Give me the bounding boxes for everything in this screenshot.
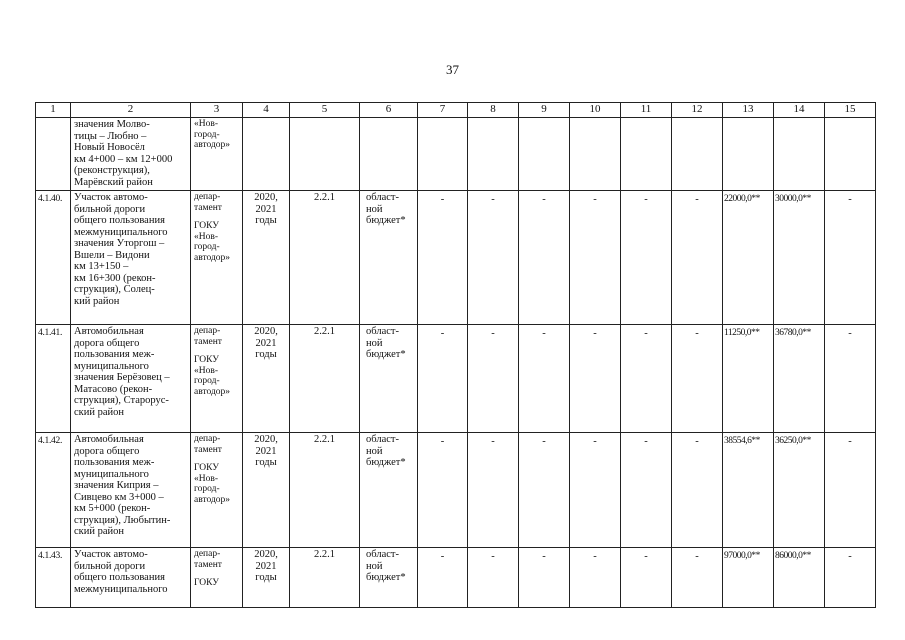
value-cell: - [570,325,621,433]
column-header: 7 [418,103,468,118]
item-number-cell: 4.1.40. [36,191,71,325]
item-number-cell: 4.1.41. [36,325,71,433]
column-header: 6 [360,103,418,118]
spacer [194,213,240,221]
value-cell: - [570,191,621,325]
value-cell: - [418,433,468,548]
page-number: 37 [446,62,459,77]
program-table [35,102,876,608]
column-header: 14 [774,103,825,118]
value-cell: - [519,433,570,548]
column-header: 1 [36,103,71,118]
object-name-cell: значения Молво- тицы – Любно – Новый Новосёл км 4+000 – км 12+000 (реконструкция), Марёвский район [71,118,191,191]
column-header: 8 [468,103,519,118]
value-cell: - [468,548,519,608]
value-cell: - [825,191,876,325]
header-row [36,103,876,118]
value-cell: - [468,325,519,433]
column-header: 13 [723,103,774,118]
executor-department: депар- тамент [194,326,222,347]
column-header: 2 [71,103,191,118]
executor-cell [191,548,243,608]
value-cell: - [825,548,876,608]
value-cell: - [621,548,672,608]
column-header: 10 [570,103,621,118]
target-code-cell: 2.2.1 [290,548,360,608]
column-header: 3 [191,103,243,118]
value-cell: - [570,548,621,608]
funding-source-cell: област- ной бюджет* [360,325,418,433]
object-name-cell: Участок автомо- бильной дороги общего пользования межмуниципального значения Уторгош – Вшели – Видони км 13+150 – км 16+300 (рекон- струкция), Солец- кий район [71,191,191,325]
value-cell: - [621,433,672,548]
value-cell: 30000,0** [774,191,825,325]
table-cell [621,118,672,191]
value-cell: - [468,191,519,325]
table-cell [672,118,723,191]
table-cell [36,118,71,191]
value-cell: - [825,325,876,433]
spacer [194,570,240,578]
years-cell: 2020, 2021 годы [243,191,290,325]
value-cell: - [418,191,468,325]
funding-source-cell: област- ной бюджет* [360,548,418,608]
years-cell: 2020, 2021 годы [243,433,290,548]
object-name-cell: Автомобильная дорога общего пользования меж- муниципального значения Киприя – Сивцево км 3+000 – км 5+000 (рекон- струкция), Любытин- ский район [71,433,191,548]
executor-organization: ГОКУ «Нов- город- автодор» [194,221,231,263]
value-cell: 11250,0** [723,325,774,433]
table-cell [468,118,519,191]
table-cell [774,118,825,191]
value-cell: - [672,325,723,433]
column-header: 15 [825,103,876,118]
funding-source-cell: област- ной бюджет* [360,191,418,325]
value-cell: 36780,0** [774,325,825,433]
column-header: 12 [672,103,723,118]
funding-source-cell: област- ной бюджет* [360,433,418,548]
column-header: 4 [243,103,290,118]
item-number-cell: 4.1.43. [36,548,71,608]
table-cell [519,118,570,191]
value-cell: - [621,325,672,433]
years-cell: 2020, 2021 годы [243,325,290,433]
executor-department: депар- тамент [194,549,222,570]
value-cell: - [519,325,570,433]
value-cell: - [519,548,570,608]
spacer [194,347,240,355]
spacer [194,455,240,463]
value-cell: - [418,325,468,433]
value-cell: 97000,0** [723,548,774,608]
column-header: 11 [621,103,672,118]
value-cell: - [672,548,723,608]
table-row [36,325,876,433]
value-cell: - [570,433,621,548]
value-cell: - [468,433,519,548]
object-name-cell: Участок автомо- бильной дороги общего пользования межмуниципального [71,548,191,608]
table-cell [723,118,774,191]
table-cell [570,118,621,191]
executor-cell [191,325,243,433]
executor-cell [191,191,243,325]
item-number-cell: 4.1.42. [36,433,71,548]
object-name-cell: Автомобильная дорога общего пользования меж- муниципального значения Берёзовец – Матасово (рекон- струкция), Старорус- ский район [71,325,191,433]
table-row [36,548,876,608]
value-cell: - [418,548,468,608]
value-cell: - [519,191,570,325]
table-row [36,433,876,548]
table-cell [418,118,468,191]
table-cell [243,118,290,191]
target-code-cell: 2.2.1 [290,325,360,433]
column-header: 5 [290,103,360,118]
executor-cell [191,433,243,548]
value-cell: - [825,433,876,548]
executor-organization: ГОКУ «Нов- город- автодор» [194,355,231,397]
executor-organization: ГОКУ «Нов- город- автодор» [194,463,231,505]
executor-department: депар- тамент [194,192,222,213]
table-row [36,191,876,325]
value-cell: 86000,0** [774,548,825,608]
table-cell [825,118,876,191]
executor-organization: ГОКУ [194,578,219,588]
target-code-cell: 2.2.1 [290,191,360,325]
table-cell [360,118,418,191]
continuation-row [36,118,876,191]
value-cell: 36250,0** [774,433,825,548]
table-cell [290,118,360,191]
value-cell: - [672,191,723,325]
column-header: 9 [519,103,570,118]
value-cell: 22000,0** [723,191,774,325]
value-cell: - [621,191,672,325]
value-cell: 38554,6** [723,433,774,548]
executor-cell: «Нов- город- автодор» [191,118,243,191]
executor-department: депар- тамент [194,434,222,455]
target-code-cell: 2.2.1 [290,433,360,548]
years-cell: 2020, 2021 годы [243,548,290,608]
value-cell: - [672,433,723,548]
